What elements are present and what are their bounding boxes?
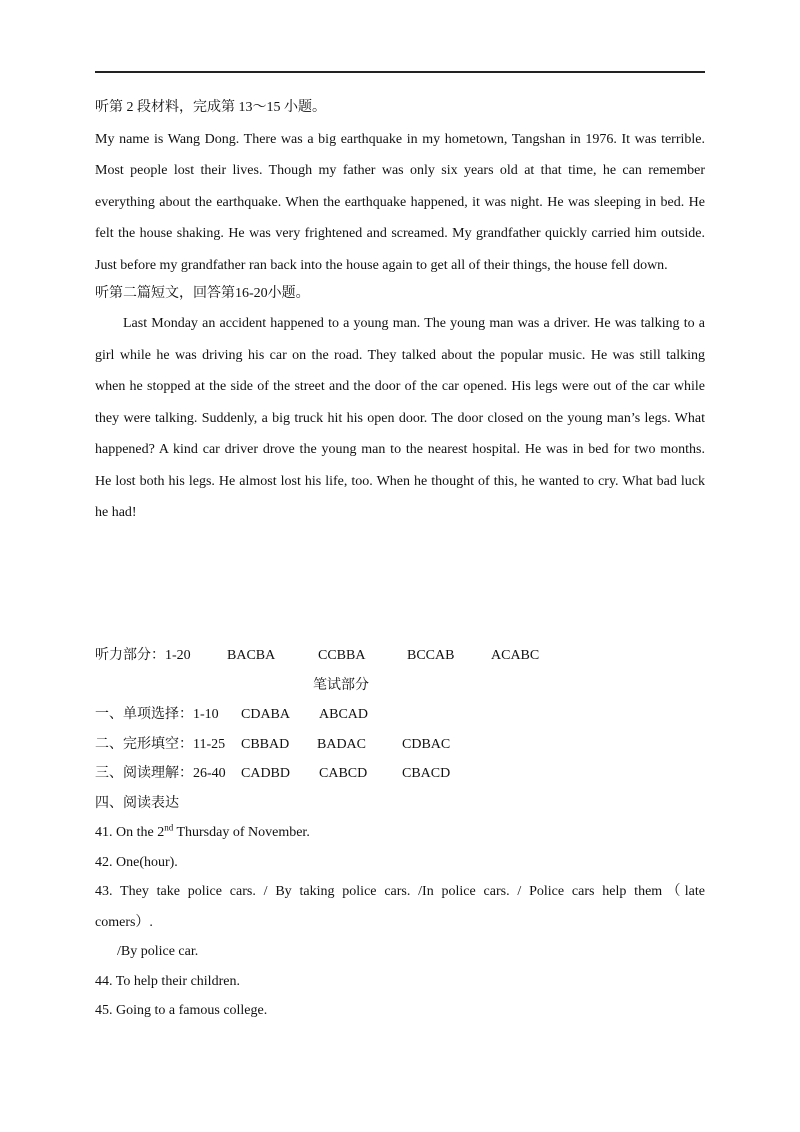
answer-group: BADAC bbox=[317, 736, 367, 752]
answer-group: BCCAB bbox=[407, 648, 455, 663]
passage-line: girl while he was driving his car on the road. They talked about the popular music. He was still talking bbox=[95, 347, 705, 363]
answer-44-text: 44. To help their children. bbox=[95, 973, 240, 989]
written-title-row bbox=[95, 675, 705, 705]
answer-key bbox=[95, 645, 705, 1030]
passage-line: Last Monday an accident happened to a young man. The young man was a driver. He was talking to a bbox=[123, 316, 705, 331]
passage-line: My name is Wang Dong. There was a big earthquake in my hometown, Tangshan in 1976. It was terrible. bbox=[95, 131, 705, 147]
passage-line: when he stopped at the side of the street and the door of the car opened. His legs were out of the car while bbox=[95, 379, 705, 394]
passage-line: Most people lost their lives. Though my father was only six years old at that time, he can remember bbox=[95, 163, 705, 178]
answer-43-line-1: 43. They take police cars. / By taking police cars. /In police cars. / Police cars help them（late bbox=[95, 884, 705, 899]
answer-group: CCBBA bbox=[318, 648, 366, 663]
answer-43-line-2 bbox=[95, 912, 705, 941]
answer-group: ACABC bbox=[491, 648, 540, 663]
answer-41-ordinal: nd bbox=[164, 822, 174, 833]
answer-45 bbox=[95, 1000, 705, 1030]
answer-group: CBACD bbox=[402, 766, 451, 781]
top-rule bbox=[95, 71, 705, 73]
answer-44 bbox=[95, 971, 705, 1001]
answer-group: CDBAC bbox=[402, 736, 451, 752]
answer-41-text: 41. On the 2 bbox=[95, 825, 165, 840]
answer-43-line-3 bbox=[95, 941, 705, 971]
written-section-title: 笔试部分 bbox=[313, 677, 369, 693]
answer-42 bbox=[95, 852, 705, 882]
passage-line: they were talking. Suddenly, a big truck hit his open door. The door closed on the young man’s legs. What bbox=[95, 410, 705, 426]
cloze-label: 二、完形填空：11-25 bbox=[95, 736, 226, 752]
passage-line: happened? A kind car driver drove the young man to the nearest hospital. He was in bed for two months. bbox=[95, 442, 705, 457]
answer-43-alt: /By police car. bbox=[117, 944, 199, 959]
passage-line: he had! bbox=[95, 505, 137, 520]
expression-title-row bbox=[95, 793, 705, 823]
listening-answers bbox=[95, 645, 705, 675]
reading-answers bbox=[95, 763, 705, 793]
section-3-passage bbox=[95, 313, 705, 534]
answer-41 bbox=[95, 822, 705, 852]
section-2-passage bbox=[95, 97, 705, 277]
cloze-answers bbox=[95, 734, 705, 764]
answer-45-text: 45. Going to a famous college. bbox=[95, 1003, 268, 1018]
listening-label: 听力部分：1-20 bbox=[95, 648, 191, 663]
answer-group: CABCD bbox=[319, 766, 368, 781]
answer-41-rest: Thursday of November. bbox=[173, 825, 310, 840]
expression-title: 四、阅读表达 bbox=[95, 795, 179, 811]
passage-line: everything about the earthquake. When the earthquake happened, it was night. He was sleeping in bed. He bbox=[95, 194, 705, 210]
passage-line: He lost both his legs. He almost lost his life, too. When he thought of this, he wanted to cry. What bad luck bbox=[95, 473, 705, 489]
answer-group: BACBA bbox=[227, 648, 276, 663]
reading-label: 三、阅读理解：26-40 bbox=[95, 766, 226, 781]
answer-42-text: 42. One(hour). bbox=[95, 854, 178, 870]
section-2-heading: 听第 2 段材料，完成第 13～15 小题。 bbox=[95, 100, 326, 115]
answer-group: ABCAD bbox=[319, 707, 369, 722]
answer-group: CBBAD bbox=[241, 736, 290, 752]
section-3-heading-block bbox=[95, 283, 705, 315]
answer-group: CADBD bbox=[241, 766, 291, 781]
section-3-heading: 听第二篇短文，回答第16-20小题。 bbox=[95, 286, 310, 301]
answer-group: CDABA bbox=[241, 707, 291, 722]
single-choice-answers bbox=[95, 704, 705, 734]
passage-line: Just before my grandfather ran back into the house again to get all of their things, the house fell down. bbox=[95, 257, 668, 273]
answer-43-cont: comers）. bbox=[95, 915, 153, 930]
passage-line: felt the house shaking. He was very frightened and screamed. My grandfather quickly carried him outside. bbox=[95, 226, 705, 241]
single-choice-label: 一、单项选择：1-10 bbox=[95, 707, 219, 722]
